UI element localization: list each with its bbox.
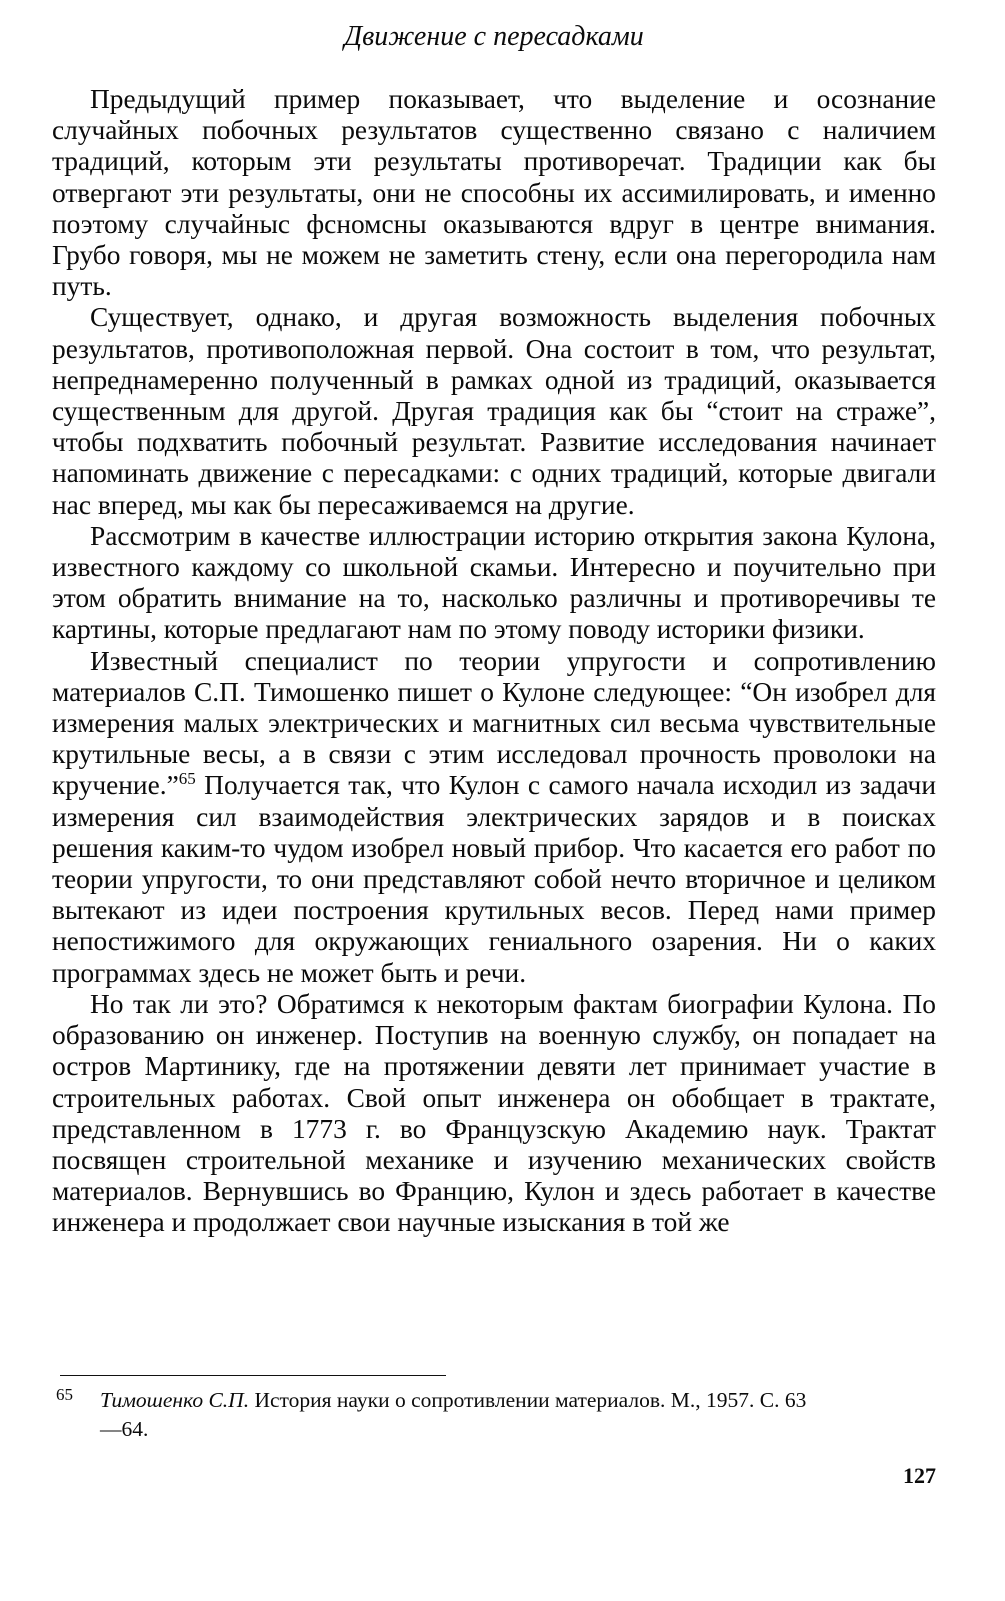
footnote-separator (60, 1375, 446, 1376)
footnote-number: 65 (56, 1385, 73, 1404)
footnote-body (52, 1386, 936, 1415)
paragraph-4-text-after-ref: Получается так, что Кулон с самого начала исходил из задачи измерения сил взаимодействия электрических зарядов и в поисках решения каким-то чудом изобрел новый прибор. Что касается его работ по теории упругости, то они представляют собой нечто вторичное и целиком вытекают из идеи построения крутильных весов. Перед нами пример непостижимого для окружающих гениального озарения. Ни о каких программах здесь не может быть и речи. (52, 770, 936, 988)
running-head: Движение с пересадками (344, 21, 644, 52)
book-page (52, 0, 936, 1601)
paragraph-4-text-before-ref: Известный специалист по теории упругости и сопротивлению материалов С.П. Тимошенко пишет о Кулоне следующее: “Он изобрел для измерения малых электрических и магнитных сил весьма чувствительные крутильные весы, а в связи с этим исследовал прочность проволоки на кручение.” (52, 645, 936, 801)
footnote (52, 1386, 936, 1444)
footnote-reference[interactable]: 65 (178, 769, 196, 789)
paragraph-5: Но так ли это? Обратимся к некоторым фактам биографии Кулона. По образованию он инженер. Поступив на военную службу, он попадает на остров Мартинику, где на протяжении девяти лет принимает участие в строительных работах. Свой опыт инженера он обобщает в трактате, представленном в 1773 г. во Французскую Академию наук. Трактат посвящен строительной механике и изучению механических свойств материалов. Вернувшись во Францию, Кулон и здесь работает в качестве инженера и продолжает свои научные изыскания в той же (52, 988, 936, 1238)
paragraph-2: Существует, однако, и другая возможность выделения побочных результатов, противоположная первой. Она состоит в том, что результат, непреднамеренно полученный в рамках одной из традиций, оказывается существенным для другой. Другая традиция как бы “стоит на страже”, чтобы подхватить побочный результат. Развитие исследования начинает напоминать движение с пересадками: с одних традиций, которые двигали нас вперед, мы как бы пересаживаемся на другие. (52, 302, 936, 520)
body-text (52, 84, 936, 1239)
footnote-text: История науки о сопротивлении материалов. М., 1957. С. 63 (249, 1388, 807, 1412)
page-number: 127 (903, 1463, 936, 1488)
paragraph-1: Предыдущий пример показывает, что выделение и осознание случайных побочных результатов существенно связано с наличием традиций, которым эти результаты противоречат. Традиции как бы отвергают эти результаты, они не способны их ассимилировать, и именно поэтому случайныс фсномсны оказываются вдруг в центре внимания. Грубо говоря, мы не можем не заметить стену, если она перегородила нам путь. (52, 84, 936, 302)
footnote-author: Тимошенко С.П. (100, 1388, 250, 1412)
paragraph-3: Рассмотрим в качестве иллюстрации историю открытия закона Кулона, известного каждому со школьной скамьи. Интересно и поучительно при этом обратить внимание на то, насколько различны и противоречивы те картины, которые предлагают нам по этому поводу историки физики. (52, 520, 936, 645)
footnote-continuation: —64. (100, 1417, 149, 1441)
paragraph-4 (52, 646, 936, 989)
